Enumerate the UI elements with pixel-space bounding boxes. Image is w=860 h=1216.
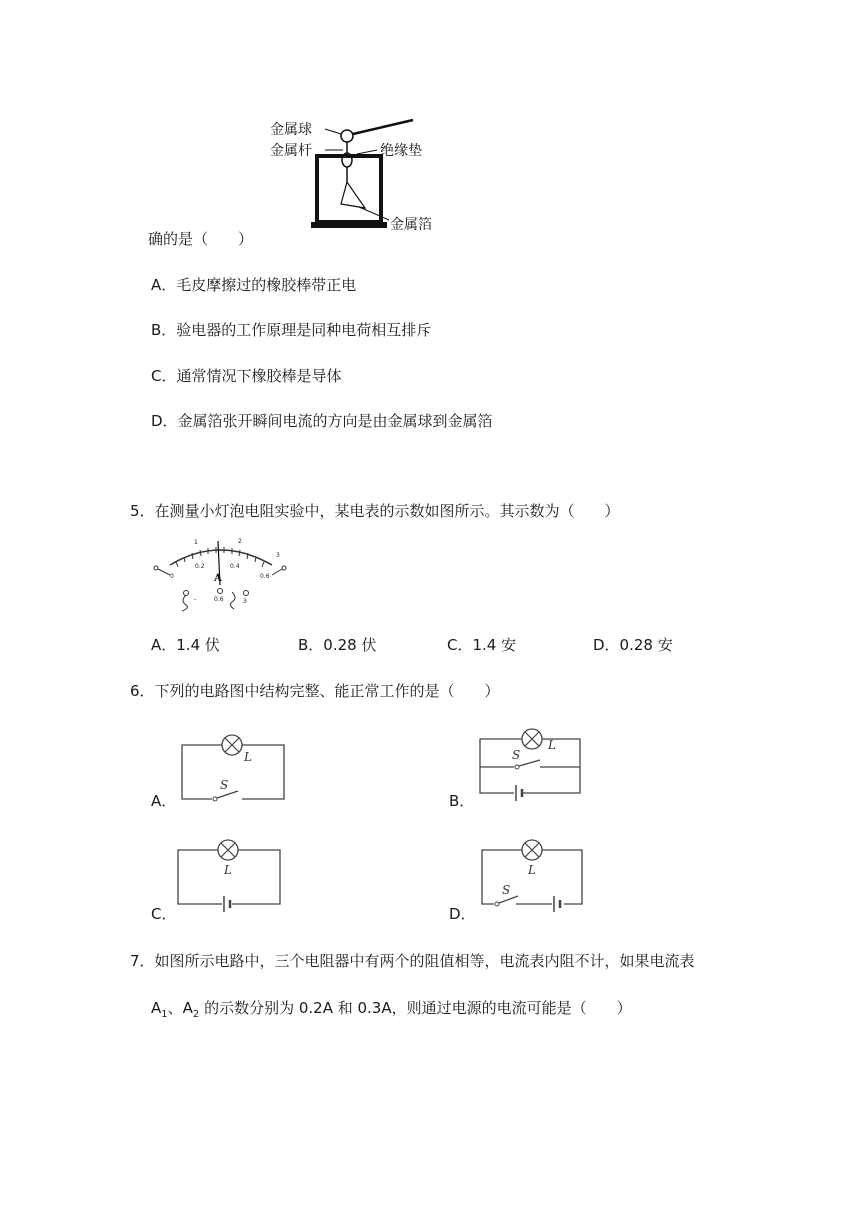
battery-icon xyxy=(554,896,560,912)
battery-icon xyxy=(224,896,230,912)
lamp-label: L xyxy=(548,738,556,752)
q5-option-b: B．0.28 伏 xyxy=(298,636,377,654)
lamp-icon xyxy=(522,840,542,860)
label-metal-ball: 金属球 xyxy=(270,122,312,138)
circuit-c xyxy=(176,838,286,908)
ammeter-figure xyxy=(150,535,290,610)
q5-option-c: C．1.4 安 xyxy=(447,636,517,654)
q4-option-c: C．通常情况下橡胶棒是导体 xyxy=(151,367,342,385)
electroscope-figure xyxy=(265,112,455,242)
switch-icon xyxy=(213,791,238,801)
lamp-icon xyxy=(522,729,542,749)
lamp-icon xyxy=(222,735,242,755)
lamp-label: L xyxy=(244,750,252,764)
terminal-3: 3 xyxy=(243,598,247,605)
q6-stem: 6．下列的电路图中结构完整、能正常工作的是（ ） xyxy=(130,682,500,700)
terminal-minus: - xyxy=(194,596,197,603)
ammeter-a1-sub: 1 xyxy=(161,1009,168,1020)
label-insulating-pad: 绝缘垫 xyxy=(380,143,422,159)
q7-stem-line1: 7．如图所示电路中，三个电阻器中有两个的阻值相等，电流表内阻不计，如果电流表 xyxy=(130,952,695,970)
meter-bottom-06: 0.6 xyxy=(260,573,270,580)
q5-option-d: D．0.28 安 xyxy=(593,636,673,654)
q7-stem-line2 xyxy=(151,998,632,1025)
label-metal-foil: 金属箔 xyxy=(390,217,432,233)
switch-label: S xyxy=(220,778,229,792)
meter-bottom-02: 0.2 xyxy=(195,563,205,570)
circuit-d xyxy=(480,838,590,908)
q6-option-b-label: B． xyxy=(449,792,475,810)
q6-option-a-label: A． xyxy=(151,792,177,810)
circuit-b xyxy=(478,727,588,797)
meter-top-1: 1 xyxy=(194,539,198,546)
q5-option-a: A．1.4 伏 xyxy=(151,636,220,654)
meter-unit: A xyxy=(214,573,222,584)
q4-option-b: B．验电器的工作原理是同种电荷相互排斥 xyxy=(151,321,432,339)
lamp-label: L xyxy=(224,863,232,877)
q6-option-d-label: D． xyxy=(449,905,476,923)
q5-stem: 5．在测量小灯泡电阻实验中，某电表的示数如图所示。其示数为（ ） xyxy=(130,502,620,520)
meter-bottom-0: 0 xyxy=(170,573,174,580)
switch-label: S xyxy=(512,748,521,762)
ammeter-a2-sub: 2 xyxy=(192,1009,200,1020)
battery-icon xyxy=(516,785,522,801)
terminal-06: 0.6 xyxy=(214,596,224,603)
switch-label: S xyxy=(502,883,511,897)
circuit-a xyxy=(180,733,290,803)
meter-bottom-04: 0.4 xyxy=(230,563,240,570)
meter-top-2: 2 xyxy=(238,538,242,545)
lamp-icon xyxy=(218,840,238,860)
switch-icon xyxy=(495,896,518,906)
label-metal-rod: 金属杆 xyxy=(270,143,312,159)
ammeter-a1: A xyxy=(151,999,162,1017)
separator: 、 xyxy=(167,999,183,1017)
q4-stem-tail: 确的是（ ） xyxy=(148,230,254,248)
ammeter-a2: A xyxy=(182,999,193,1017)
q4-option-d: D．金属箔张开瞬间电流的方向是由金属球到金属箔 xyxy=(151,412,493,430)
q6-option-c-label: C． xyxy=(151,905,177,923)
lamp-label: L xyxy=(528,863,536,877)
meter-top-3: 3 xyxy=(276,552,280,559)
q4-option-a: A．毛皮摩擦过的橡胶棒带正电 xyxy=(151,276,357,294)
q7-stem-rest: 的示数分别为 0.2A 和 0.3A，则通过电源的电流可能是（ ） xyxy=(199,999,632,1017)
